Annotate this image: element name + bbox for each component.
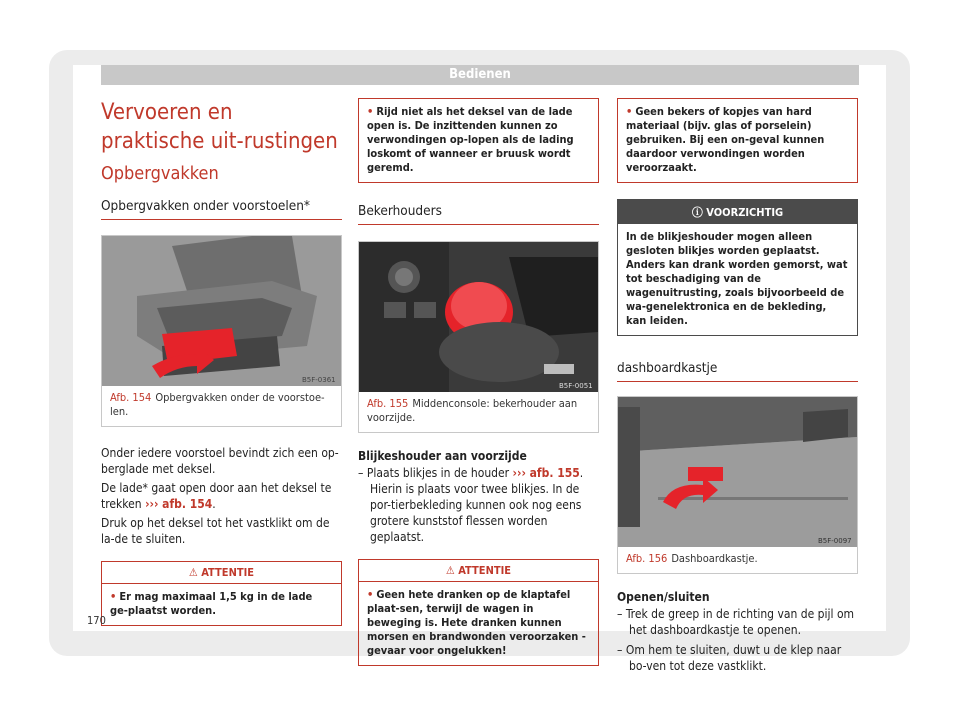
figure-code: B5F-0361 <box>302 376 336 384</box>
glovebox-image <box>618 397 857 547</box>
warning-continued-box <box>358 98 599 183</box>
figure-label: Afb. 156 <box>626 552 668 565</box>
caption-text: Middenconsole: bekerhouder aan voorzijde. <box>367 397 578 424</box>
figure-156 <box>617 396 858 574</box>
paragraph: De lade* gaat open door aan het deksel te trekken ››› afb. 154. <box>101 481 332 511</box>
paragraph: Druk op het deksel tot het vastklikt om de la-de te sluiten. <box>101 516 330 546</box>
warning-text: • Geen hete dranken op de klaptafel plaat-sen, terwijl de wagen in beweging is. Hete dranken kunnen morsen en brandwonden veroorzaken - gevaar voor ongelukken! <box>367 588 586 657</box>
subsection-title: Bekerhouders <box>358 203 599 225</box>
body-text <box>617 590 858 674</box>
glovebox-illustration <box>618 397 857 547</box>
subsection-title: Opbergvakken onder voorstoelen* <box>101 198 342 220</box>
warning-head: ⚠ ATTENTIE <box>359 560 598 582</box>
paragraph: Onder iedere voorstoel bevindt zich een op-berglade met deksel. <box>101 446 339 476</box>
seat-illustration <box>102 236 341 386</box>
warning-head: ⚠ ATTENTIE <box>102 562 341 584</box>
figure-caption <box>618 547 857 573</box>
warning-icon: ⚠ <box>445 564 459 577</box>
seat-storage-image <box>102 236 341 386</box>
figure-reference-link[interactable]: ››› afb. 155 <box>512 466 580 480</box>
figure-label: Afb. 155 <box>367 397 409 410</box>
warning-text: • Rijd niet als het deksel van de lade open is. De inzittenden kunnen zo verwondingen op-lopen als de lading loskomt of wanneer er bruusk wordt geremd. <box>367 105 574 174</box>
warning-continued-box <box>617 98 858 183</box>
figure-caption <box>102 386 341 426</box>
notice-box <box>617 199 858 336</box>
notice-text: In de blikjeshouder mogen alleen gesloten blikjes worden geplaatst. Anders kan drank worden gemorst, wat tot beschadiging van de wagenuitrusting, zoals bijvoorbeeld de wa-genelektronica en de bekleding, kan leiden. <box>626 230 848 327</box>
column-2 <box>358 98 599 666</box>
figure-154 <box>101 235 342 427</box>
list-item: – Plaats blikjes in de houder ››› afb. 155. Hierin is plaats voor twee blikjes. In de por-tierbekleding kunnen ook nog eens grotere kunststof flessen worden geplaatst. <box>358 466 584 544</box>
column-3 <box>617 98 858 678</box>
notice-head: ⓘ VOORZICHTIG <box>618 200 857 224</box>
list-item: – Trek de greep in de richting van de pijl om het dashboardkastje te openen. <box>617 607 855 637</box>
warning-box <box>358 559 599 666</box>
list-item: – Om hem te sluiten, duwt u de klep naar bo-ven tot deze vastklikt. <box>617 643 842 673</box>
warning-icon: ⚠ <box>188 566 202 579</box>
section-title: Opbergvakken <box>101 163 219 184</box>
column-1 <box>101 98 342 626</box>
caption-text: Opbergvakken onder de voorstoe-len. <box>110 391 325 418</box>
cupholder-illustration <box>359 242 598 392</box>
page-header: Bedienen <box>101 65 859 85</box>
warning-box <box>101 561 342 626</box>
figure-reference-link[interactable]: ››› afb. 154 <box>145 497 213 511</box>
body-text <box>358 449 599 545</box>
page-number: 170 <box>87 614 106 627</box>
body-text <box>101 445 342 547</box>
cupholder-image <box>359 242 598 392</box>
info-icon: ⓘ <box>691 206 707 219</box>
figure-code: B5F-0097 <box>818 537 852 545</box>
figure-155 <box>358 241 599 433</box>
caption-text: Dashboardkastje. <box>671 552 758 565</box>
subheading: Blijkeshouder aan voorzijde <box>358 449 527 463</box>
figure-label: Afb. 154 <box>110 391 152 404</box>
warning-text: • Er mag maximaal 1,5 kg in de lade ge-plaatst worden. <box>110 590 313 617</box>
figure-code: B5F-0051 <box>559 382 593 390</box>
chapter-title: Vervoeren en praktische uit-rustingen <box>101 100 338 154</box>
subsection-title: dashboardkastje <box>617 360 858 382</box>
subheading: Openen/sluiten <box>617 590 710 604</box>
figure-caption <box>359 392 598 432</box>
warning-text: • Geen bekers of kopjes van hard materiaal (bijv. glas of porselein) gebruiken. Bij een on-geval kunnen daardoor verwondingen worden veroorzaakt. <box>626 105 825 174</box>
